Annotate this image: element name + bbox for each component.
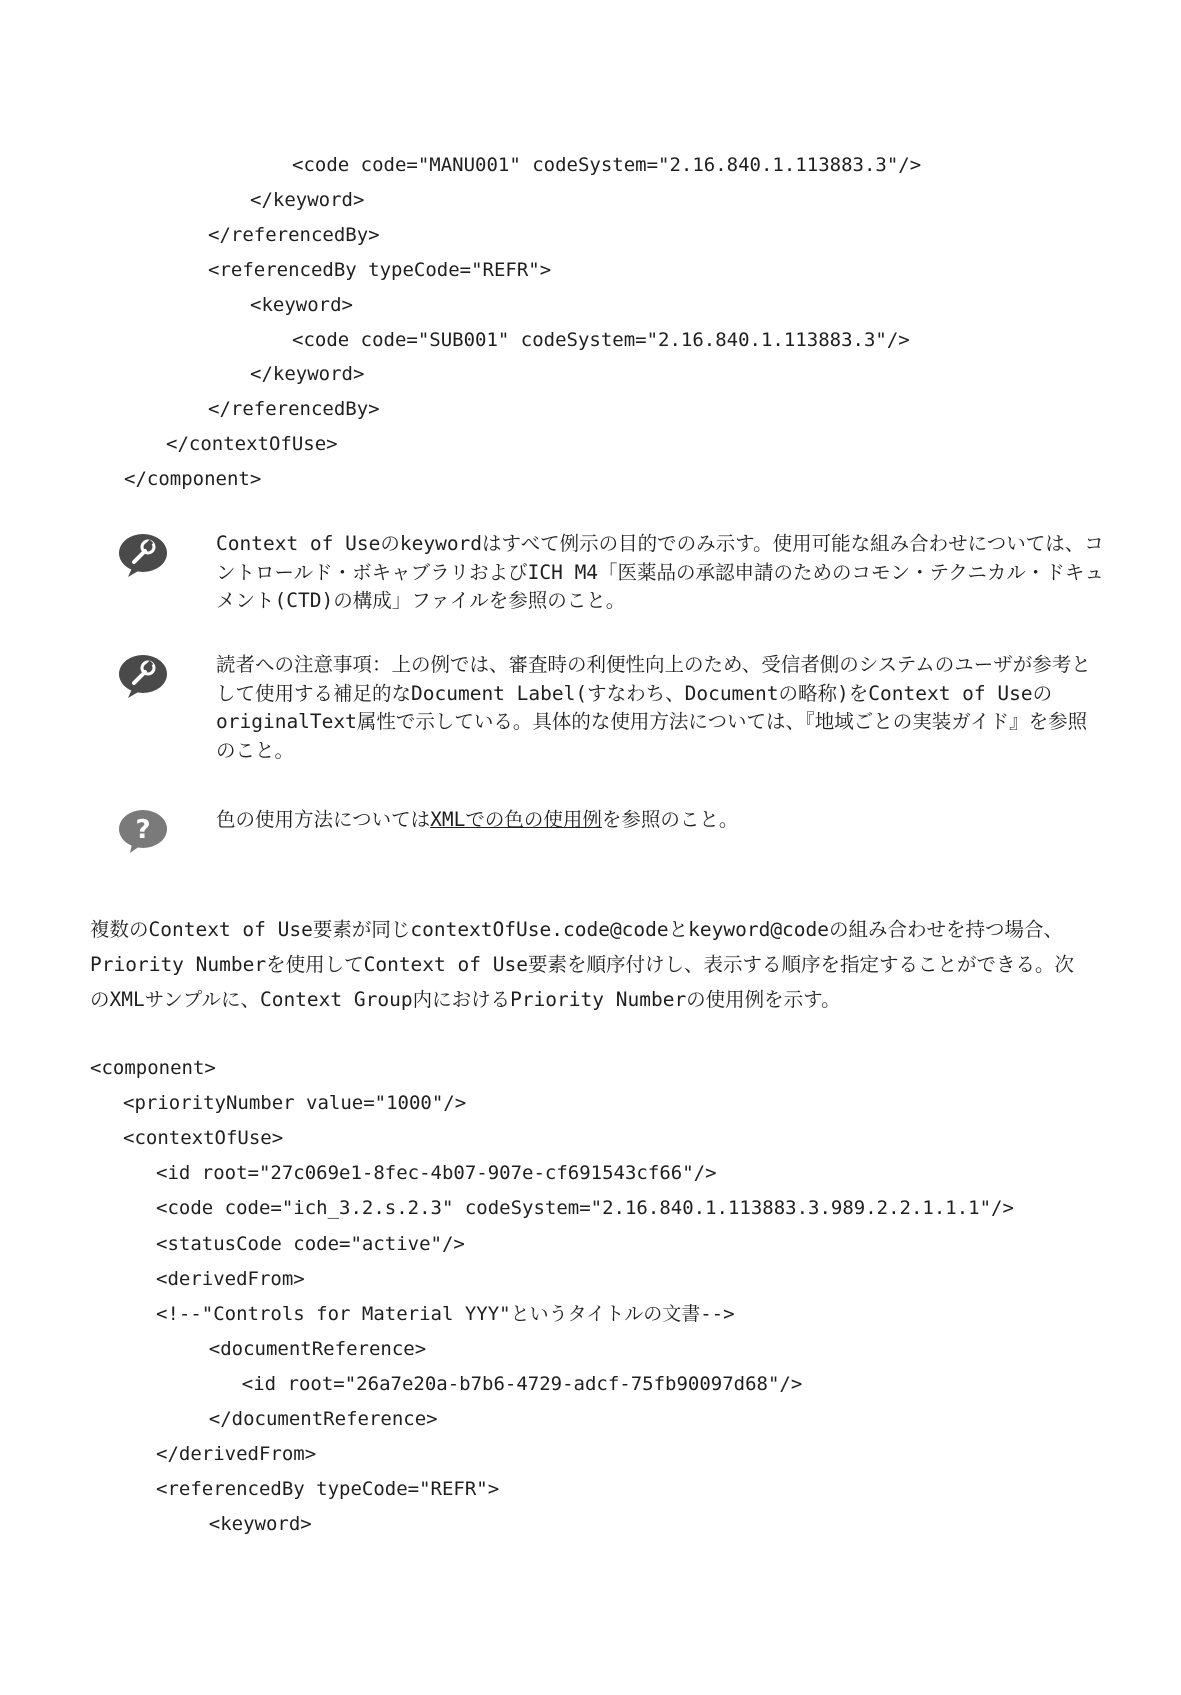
note-text xyxy=(216,806,1106,835)
code-line: <code code="MANU001" codeSystem="2.16.840.1.113883.3"/> xyxy=(292,154,922,176)
code-line: <!--"Controls for Material YYY"というタイトルの文書--> xyxy=(156,1302,735,1325)
code-line: <referencedBy typeCode="REFR"> xyxy=(208,258,552,281)
code-line: <derivedFrom> xyxy=(156,1267,305,1290)
code-line: </component> xyxy=(124,468,262,491)
code-line: <keyword> xyxy=(250,293,353,316)
code-line: <id root="27c069e1-8fec-4b07-907e-cf691543cf66"/> xyxy=(156,1162,717,1185)
wrench-icon xyxy=(118,532,172,578)
wrench-icon xyxy=(118,653,172,699)
code-line: </documentReference> xyxy=(208,1408,438,1430)
code-line: </contextOfUse> xyxy=(166,433,338,456)
note-text: 読者への注意事項：上の例では、審査時の利便性向上のため、受信者側のシステムのユーザが参考として使用する補足的なDocument Label(すなわち、Documentの略称)をContext of UseのoriginalText属性で示している。具体的な使用方法については、『地域ごとの実装ガイド』を参照のこと。 xyxy=(216,653,1091,762)
code-line: </derivedFrom> xyxy=(156,1443,317,1466)
svg-text:?: ? xyxy=(135,815,151,845)
question-icon xyxy=(118,808,172,854)
note-text-before: 色の使用方法については xyxy=(216,808,431,831)
code-line: <contextOfUse> xyxy=(123,1127,284,1150)
code-line: <referencedBy typeCode="REFR"> xyxy=(156,1478,500,1501)
code-line: <code code="ich_3.2.s.2.3" codeSystem="2.16.840.1.113883.3.989.2.2.1.1.1"/> xyxy=(156,1197,1014,1220)
code-line: </keyword> xyxy=(250,363,365,386)
code-line: </keyword> xyxy=(250,188,365,211)
code-line: </referencedBy> xyxy=(208,223,380,246)
code-line: <code code="SUB001" codeSystem="2.16.840.1.113883.3"/> xyxy=(292,328,910,351)
code-line: <keyword> xyxy=(208,1513,312,1536)
code-line: <priorityNumber value="1000"/> xyxy=(123,1092,467,1115)
code-line: <component> xyxy=(90,1057,216,1079)
code-line: </referencedBy> xyxy=(208,398,380,421)
body-paragraph: 複数のContext of Use要素が同じcontextOfUse.code@codeとkeyword@codeの組み合わせを持つ場合、Priority Numberを使用してContext of Use要素を順序付けし、表示する順序を指定することができる。次のXMLサンプルに、Context Group内におけるPriority Numberの使用例を示す。 xyxy=(90,918,1074,1011)
note-text: Context of Useのkeywordはすべて例示の目的でのみ示す。使用可能な組み合わせについては、コントロールド・ボキャブラリおよびICH M4「医薬品の承認申請のためのコモン・テクニカル・ドキュメント(CTD)の構成」ファイルを参照のこと。 xyxy=(216,532,1104,612)
code-line: <statusCode code="active"/> xyxy=(156,1232,465,1255)
color-usage-link[interactable]: XMLでの色の使用例 xyxy=(430,808,602,831)
note-text-after: を参照のこと。 xyxy=(601,808,739,831)
code-line: <id root="26a7e20a-b7b6-4729-adcf-75fb90097d68"/> xyxy=(241,1372,803,1395)
code-line: <documentReference> xyxy=(208,1337,427,1360)
